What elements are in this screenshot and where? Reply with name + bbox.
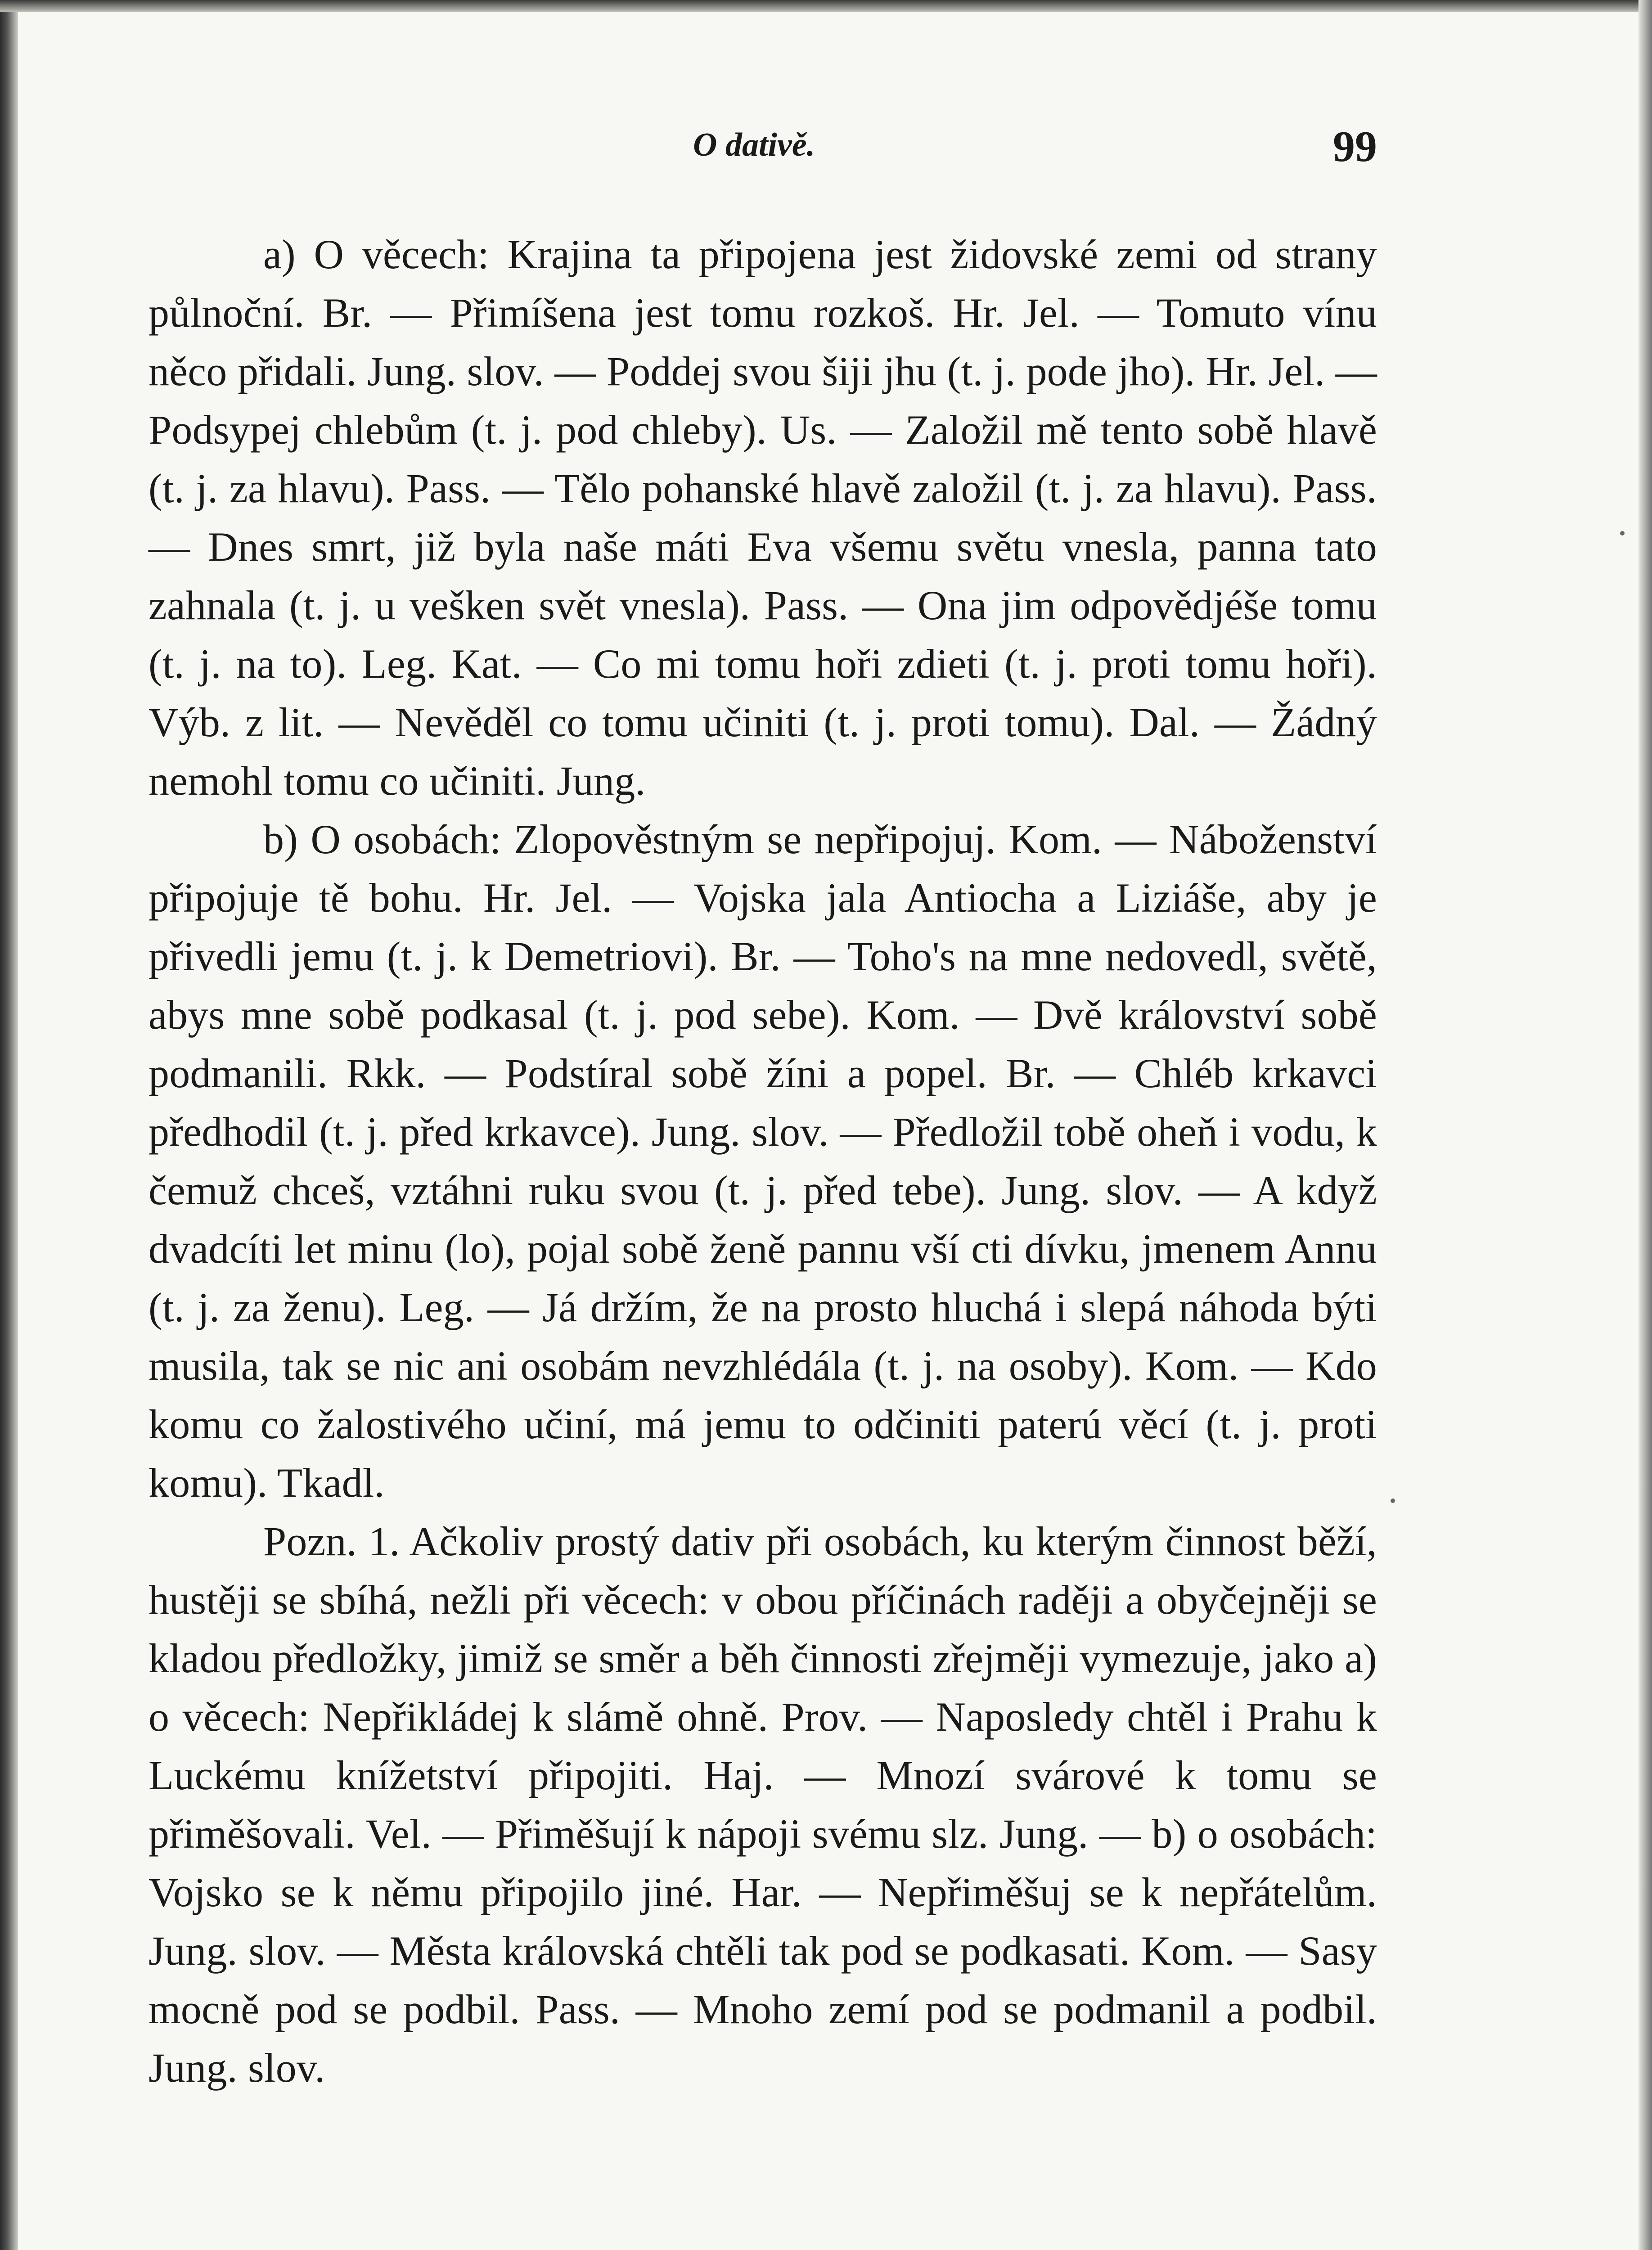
paragraph-persons: b) O osobách: Zlopověstným se nepřipojuj. Kom. — Náboženství připojuje tě bohu. Hr. Jel. — Vojska jala Antiocha a Liziáše, aby je přivedli jemu (t. j. k Demetriovi). Br. — Toho's na mne nedovedl, světě, abys mne sobě podkasal (t. j. pod sebe). Kom. — Dvě království sobě podmanili. Rkk. — Podstíral sobě žíni a popel. Br. — Chléb krkavci předhodil (t. j. před krkavce). Jung. slov. — Předložil tobě oheň i vodu, k čemuž chceš, vztáhni ruku svou (t. j. před tebe). Jung. slov. — A když dvadcíti let minu (lo), pojal sobě ženě pannu vší cti dívku, jmenem Annu (t. j. za ženu). Leg. — Já držím, že na prosto hluchá i slepá náhoda býti musila, tak se nic ani osobám nevzhlédála (t. j. na osoby). Kom. — Kdo komu co žalostivého učiní, má jemu to odčiniti paterú věcí (t. j. proti komu). Tkadl. [149, 816, 1377, 1506]
page-edge-right [1638, 0, 1652, 2250]
page-edge-left [0, 0, 18, 2250]
paragraph-things: a) O věcech: Krajina ta připojena jest židovské zemi od strany půlnoční. Br. — Přimíšena jest tomu rozkoš. Hr. Jel. — Tomuto vínu něco přidali. Jung. slov. — Poddej svou šiji jhu (t. j. pode jho). Hr. Jel. — Podsypej chlebům (t. j. pod chleby). Us. — Založil mě tento sobě hlavě (t. j. za hlavu). Pass. — Tělo pohanské hlavě založil (t. j. za hlavu). Pass. — Dnes smrt, již byla naše máti Eva všemu světu vnesla, panna tato zahnala (t. j. u vešken svět vnesla). Pass. — Ona jim odpovědjéše tomu (t. j. na to). Leg. Kat. — Co mi tomu hoři zdieti (t. j. proti tomu hoři). Výb. z lit. — Nevěděl co tomu učiniti (t. j. proti tomu). Dal. — Žádný nemohl tomu co učiniti. Jung. [149, 231, 1377, 804]
print-speck [1620, 531, 1625, 536]
page-edge-top [0, 0, 1652, 12]
paragraph-note-1: Pozn. 1. Ačkoliv prostý dativ při osobách, ku kterým činnost běží, hustěji se sbíhá, nežli při věcech: v obou příčinách raději a obyčejněji se kladou předložky, jimiž se směr a běh činnosti zřejměji vymezuje, jako a) o věcech: Nepřikládej k slámě ohně. Prov. — Naposledy chtěl i Prahu k Luckému knížetství připojiti. Haj. — Mnozí svárové k tomu se přiměšovali. Vel. — Přiměšují k nápoji svému slz. Jung. — b) o osobách: Vojsko se k němu připojilo jiné. Har. — Nepřiměšuj se k nepřátelům. Jung. slov. — Města královská chtěli tak pod se podkasati. Kom. — Sasy mocně pod se podbil. Pass. — Mnoho zemí pod se podmanil a podbil. Jung. slov. [149, 1518, 1377, 2091]
page-number: 99 [1333, 122, 1377, 171]
body-text [149, 225, 1377, 2097]
running-title: O dativě. [693, 126, 815, 163]
page-header [149, 122, 1377, 194]
print-speck [1391, 1498, 1395, 1503]
